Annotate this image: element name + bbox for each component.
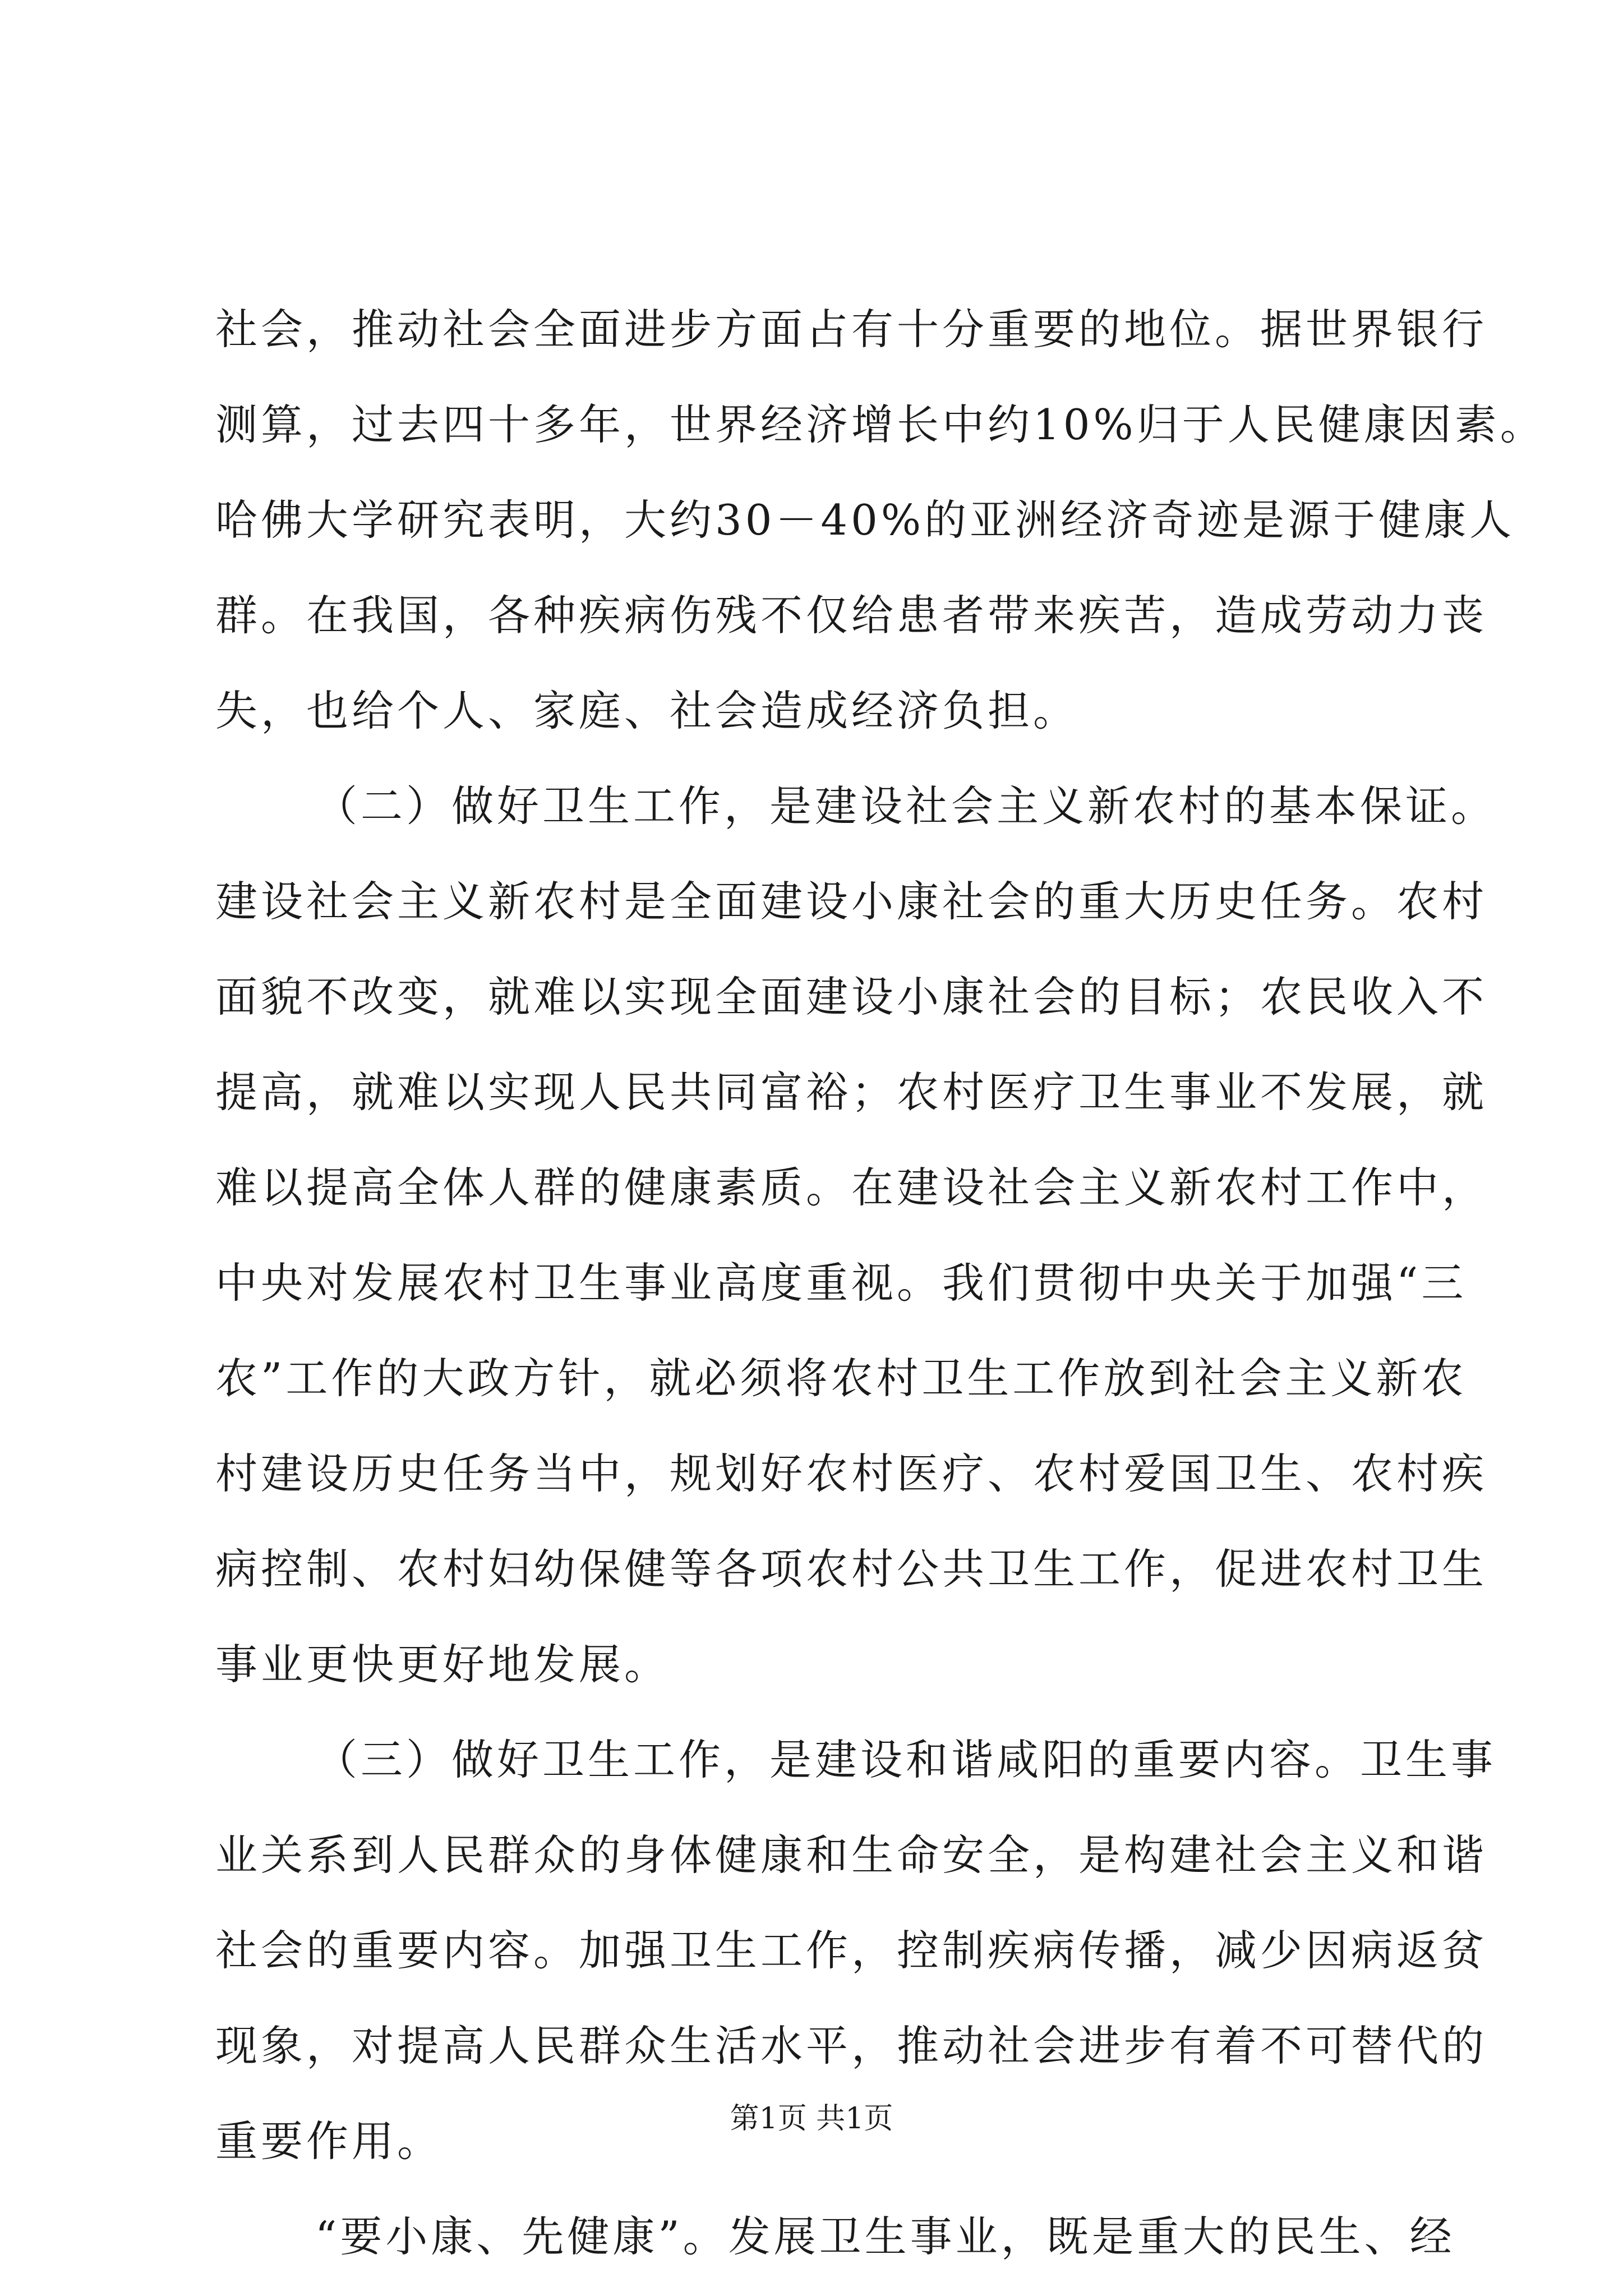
text-line: 提高，就难以实现人民共同富裕；农村医疗卫生事业不发展，就 bbox=[215, 1068, 1488, 1117]
text-line: 失，也给个人、家庭、社会造成经济负担。 bbox=[215, 686, 1079, 735]
text-line: 中央对发展农村卫生事业高度重视。我们贯彻中央关于加强“三 bbox=[215, 1258, 1467, 1308]
paragraph-1 bbox=[215, 282, 1546, 758]
page-number-label: 第1页 共1页 bbox=[730, 2102, 893, 2136]
text-line: 村建设历史任务当中，规划好农村医疗、农村爱国卫生、农村疾 bbox=[215, 1449, 1488, 1498]
text-line: 业关系到人民群众的身体健康和生命安全，是构建社会主义和谐 bbox=[215, 1830, 1488, 1880]
text-line: （二）做好卫生工作，是建设社会主义新农村的基本保证。 bbox=[315, 781, 1497, 831]
text-line: 农”工作的大政方针，就必须将农村卫生工作放到社会主义新农 bbox=[215, 1354, 1467, 1403]
text-line: 难以提高全体人群的健康素质。在建设社会主义新农村工作中， bbox=[215, 1163, 1488, 1212]
text-line: 群。在我国，各种疾病伤残不仅给患者带来疾苦，造成劳动力丧 bbox=[215, 591, 1488, 640]
text-line: 面貌不改变，就难以实现全面建设小康社会的目标；农民收入不 bbox=[215, 972, 1488, 1022]
text-line: 事业更快更好地发展。 bbox=[215, 1640, 670, 1689]
text-line: 建设社会主义新农村是全面建设小康社会的重大历史任务。农村 bbox=[215, 877, 1488, 926]
paragraph-2 bbox=[215, 758, 1497, 1712]
page-footer bbox=[0, 2099, 1623, 2138]
text-line: “要小康、先健康”。发展卫生事业，既是重大的民生、经 bbox=[315, 2212, 1455, 2261]
paragraph-4 bbox=[215, 2189, 1455, 2284]
text-line: 社会的重要内容。加强卫生工作，控制疾病传播，减少因病返贫 bbox=[215, 1926, 1488, 1975]
text-line: （三）做好卫生工作，是建设和谐咸阳的重要内容。卫生事 bbox=[315, 1735, 1497, 1784]
text-line: 病控制、农村妇幼保健等各项农村公共卫生工作，促进农村卫生 bbox=[215, 1544, 1488, 1594]
text-line: 哈佛大学研究表明，大约30－40%的亚洲经济奇迹是源于健康人 bbox=[215, 495, 1515, 545]
text-line: 重要作用。 bbox=[215, 2116, 443, 2166]
text-line: 现象，对提高人民群众生活水平，推动社会进步有着不可替代的 bbox=[215, 2021, 1488, 2070]
text-line: 社会，推动社会全面进步方面占有十分重要的地位。据世界银行 bbox=[215, 305, 1488, 354]
text-line: 测算，过去四十多年，世界经济增长中约10%归于人民健康因素。 bbox=[215, 400, 1546, 449]
document-body bbox=[215, 282, 1546, 2284]
